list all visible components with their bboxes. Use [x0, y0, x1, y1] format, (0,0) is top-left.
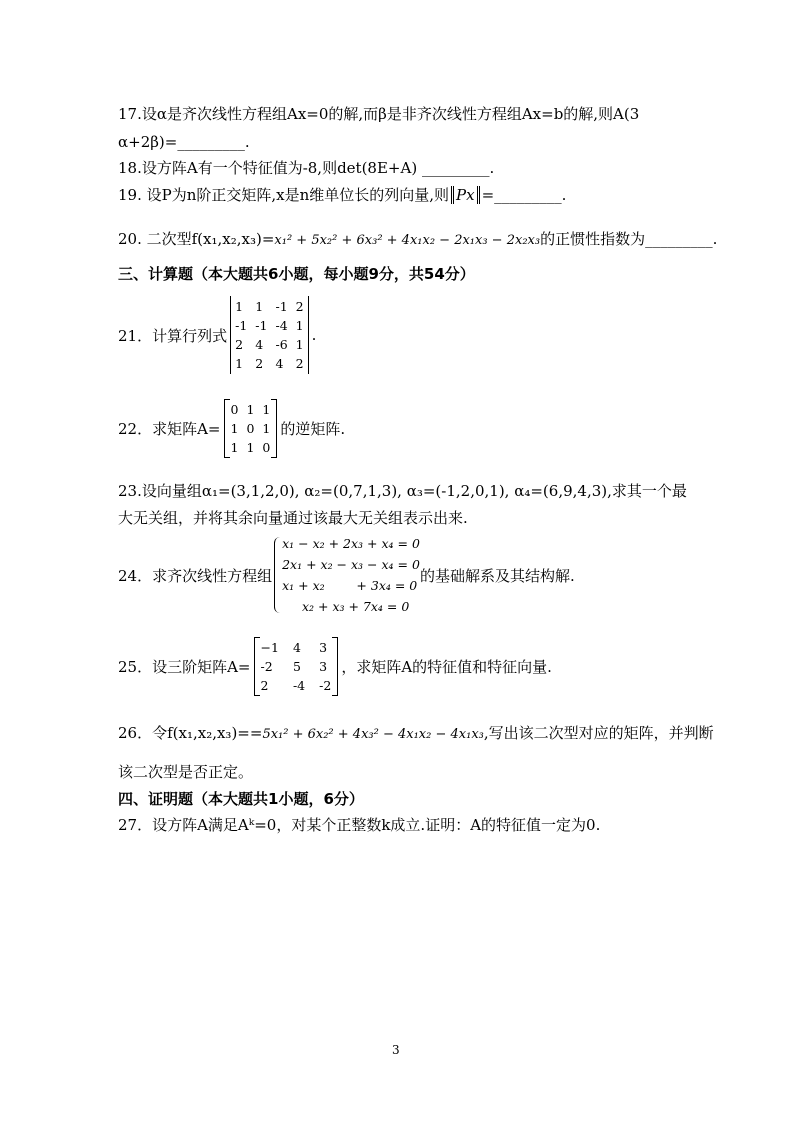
matrix-cell: 3: [319, 659, 328, 674]
problem-20-suffix: 的正惯性指数为_________.: [540, 230, 718, 248]
matrix-cell: −1: [260, 640, 279, 655]
problem-17-line1: 17.设α是齐次线性方程组Ax=0的解,而β是非齐次线性方程组Ax=b的解,则A(3: [118, 105, 640, 123]
matrix-cell: -4: [275, 318, 288, 333]
eigen-matrix: [254, 637, 339, 696]
problem-19-norm: Px: [451, 186, 480, 204]
problem-22-prefix: 22．求矩阵A=: [118, 420, 221, 438]
problem-20-expr: x₁² + 5x₂² + 6x₃² + 4x₁x₂ − 2x₁x₃ − 2x₂x₃: [274, 233, 541, 248]
matrix-cell: 1: [246, 402, 255, 417]
matrix-cell: 1: [295, 337, 304, 352]
matrix-cell: -2: [260, 659, 273, 674]
problem-24-suffix: 的基础解系及其结构解.: [419, 566, 575, 585]
determinant-matrix: [230, 296, 309, 374]
matrix-cell: 4: [275, 356, 284, 371]
problem-21-prefix: 21．计算行列式: [118, 326, 228, 345]
problem-17-line2: α+2β)=_________.: [118, 133, 250, 151]
page-number: 3: [392, 1043, 400, 1057]
matrix-cell: 0: [230, 402, 239, 417]
problem-21: [118, 296, 316, 374]
problem-19-prefix: 19. 设P为n阶正交矩阵,x是n维单位长的列向量,则: [118, 186, 450, 204]
problem-25-prefix: 25．设三阶矩阵A=: [118, 658, 251, 676]
problem-20-prefix: 20. 二次型f(x₁,x₂,x₃)=: [118, 230, 275, 248]
problem-21-suffix: .: [311, 326, 317, 344]
matrix-cell: 1: [246, 440, 255, 455]
matrix-cell: 2: [295, 356, 304, 371]
matrix-cell: -1: [275, 299, 288, 314]
problem-26-expr: 5x₁² + 6x₂² + 4x₃² − 4x₁x₂ − 4x₁x₃: [262, 727, 484, 742]
problem-25: [118, 637, 552, 696]
matrix-cell: 2: [295, 299, 304, 314]
problem-20: [118, 229, 717, 251]
matrix-cell: 2: [235, 337, 244, 352]
matrix-cell: 3: [319, 640, 328, 655]
matrix-cell: -2: [319, 678, 332, 693]
inverse-matrix: [224, 399, 278, 458]
problem-26-line1: [118, 723, 714, 745]
problem-26-prefix: 26．令f(x₁,x₂,x₃)==: [118, 724, 263, 742]
system-equation: x₂ + x₃ + 7x₄ = 0: [282, 599, 410, 614]
matrix-cell: 1: [262, 421, 271, 436]
matrix-cell: 4: [292, 640, 301, 655]
linear-system: [272, 533, 420, 617]
problem-19-suffix: =_________.: [481, 186, 567, 204]
matrix-cell: 1: [295, 318, 304, 333]
problem-18: 18.设方阵A有一个特征值为-8,则det(8E+A) _________.: [118, 159, 495, 177]
problem-19: [118, 185, 566, 205]
matrix-cell: -4: [292, 678, 306, 693]
system-equation: x₁ + x₂ + 3x₄ = 0: [282, 578, 418, 593]
system-equation: x₁ − x₂ + 2x₃ + x₄ = 0: [282, 536, 420, 551]
matrix-cell: -1: [255, 318, 268, 333]
problem-26-suffix: ,写出该二次型对应的矩阵，并判断: [483, 724, 714, 742]
matrix-cell: 5: [292, 659, 301, 674]
section-4-heading: 四、证明题（本大题共1小题，6分）: [118, 790, 364, 808]
section-3-heading: 三、计算题（本大题共6小题，每小题9分，共54分）: [118, 265, 475, 283]
matrix-cell: 4: [255, 337, 264, 352]
problem-23-line1: 23.设向量组α₁=(3,1,2,0), α₂=(0,7,1,3), α₃=(-1,2,0,1), α₄=(6,9,4,3),求其一个最: [118, 482, 687, 500]
matrix-cell: 0: [262, 440, 271, 455]
problem-27: 27．设方阵A满足Aᵏ=0，对某个正整数k成立.证明：A的特征值一定为0.: [118, 816, 601, 834]
matrix-cell: 2: [255, 356, 264, 371]
problem-26-line2: 该二次型是否正定。: [118, 763, 254, 781]
matrix-cell: 0: [246, 421, 255, 436]
matrix-cell: 2: [260, 678, 269, 693]
problem-22-suffix: 的逆矩阵.: [280, 420, 346, 438]
matrix-cell: -6: [275, 337, 288, 352]
problem-24-prefix: 24．求齐次线性方程组: [118, 566, 273, 585]
matrix-cell: 1: [262, 402, 271, 417]
problem-24: [118, 533, 575, 617]
problem-25-suffix: ，求矩阵A的特征值和特征向量.: [341, 658, 552, 676]
matrix-cell: 1: [230, 440, 239, 455]
matrix-cell: 1: [235, 299, 244, 314]
matrix-cell: 1: [235, 356, 244, 371]
problem-23-line2: 大无关组，并将其余向量通过该最大无关组表示出来.: [118, 509, 468, 527]
matrix-cell: 1: [230, 421, 239, 436]
matrix-cell: -1: [235, 318, 248, 333]
system-equation: 2x₁ + x₂ − x₃ − x₄ = 0: [282, 557, 420, 572]
matrix-cell: 1: [255, 299, 264, 314]
problem-22: [118, 399, 345, 458]
